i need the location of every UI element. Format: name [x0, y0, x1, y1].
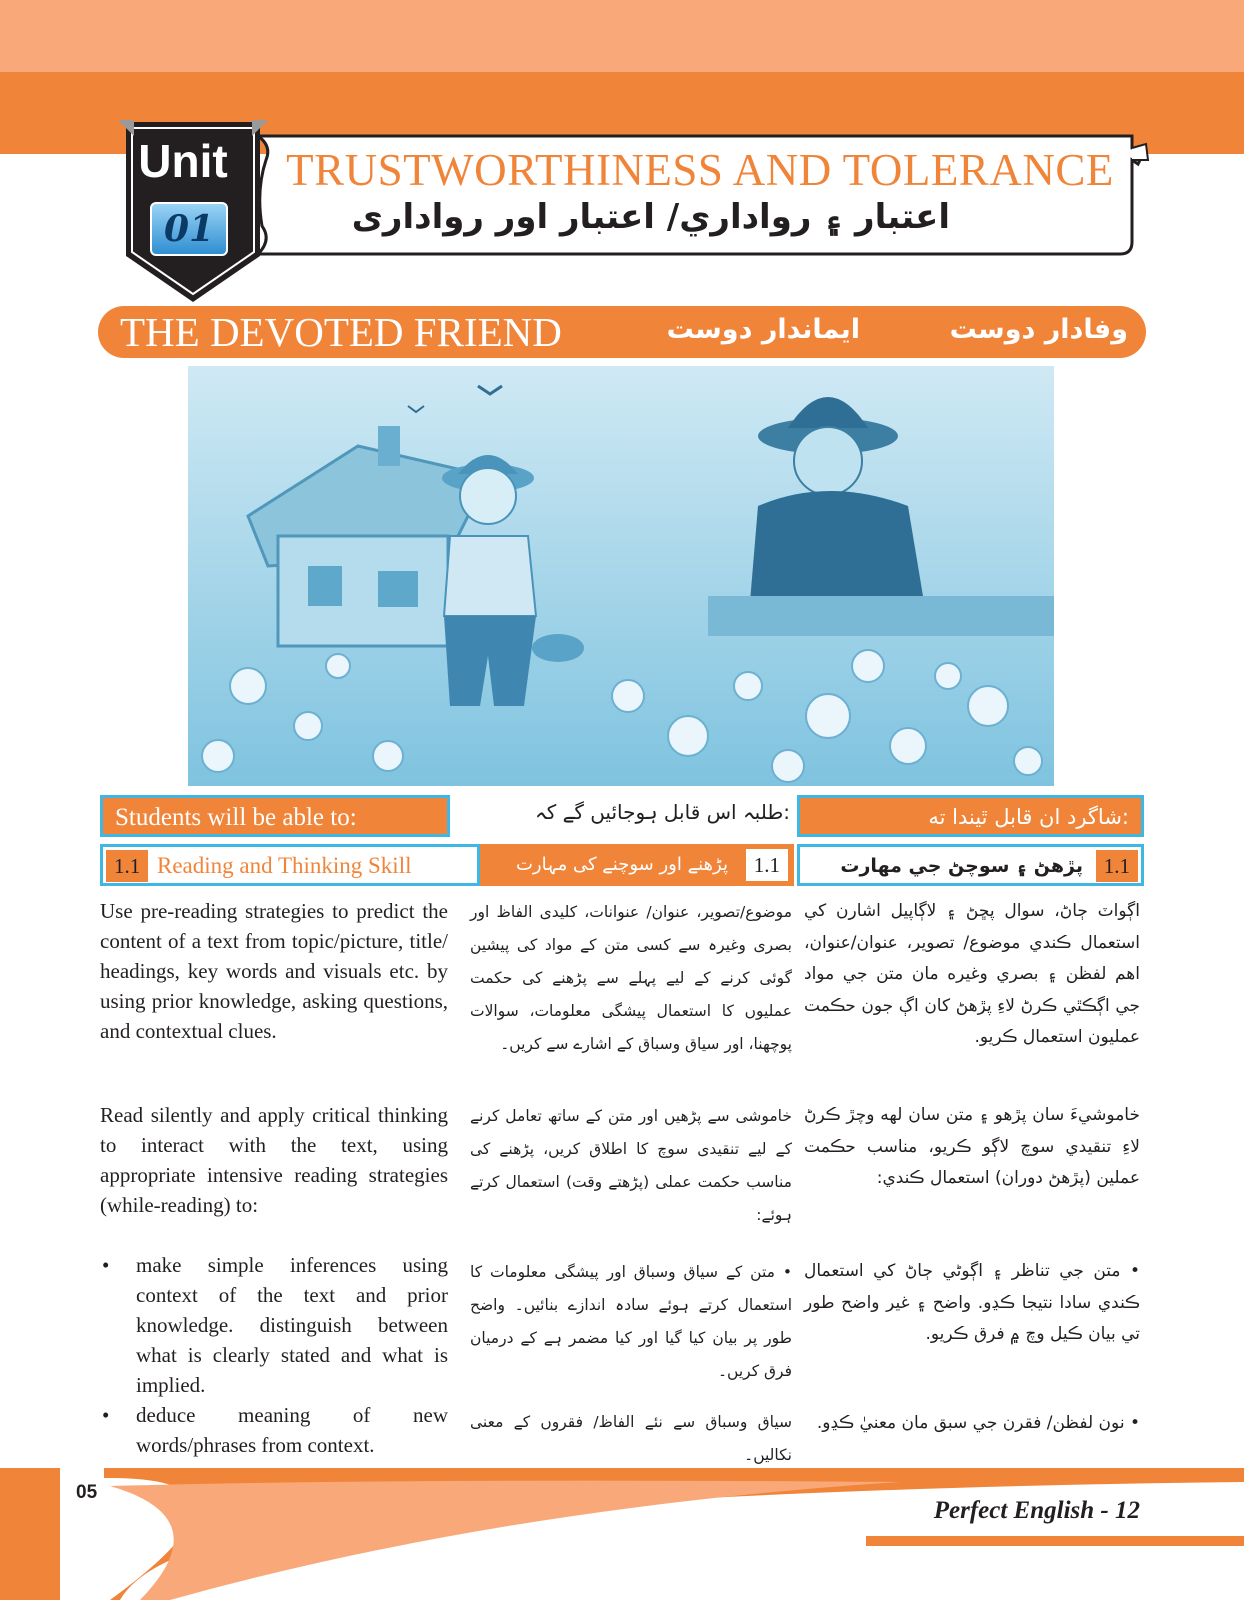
unit-number: 01 — [150, 202, 228, 256]
objectives-header-urdu: طلبہ اس قابل ہوجائیں گے کہ: — [535, 800, 790, 824]
bullet-text: make simple inferences using context of the text and prior knowledge. distinguish between what is clearly stated and what is implied. — [136, 1253, 448, 1397]
skill-heading-urdu — [480, 844, 794, 886]
bullet-dot: • — [102, 1403, 110, 1427]
book-title: Perfect English - 12 — [933, 1497, 1140, 1524]
lesson-title-sindhi: وفادار دوست — [949, 314, 1128, 345]
boy-and-farmer-illustration — [188, 366, 1054, 786]
objectives-header-english — [100, 795, 450, 837]
skill-number: 1.1 — [1096, 850, 1138, 882]
objective-text: Read silently and apply critical thinking to interact with the text, using appropriate intensive reading strategies (while-reading) to: — [100, 1103, 448, 1217]
bullet-text: deduce meaning of new words/phrases from context. — [136, 1403, 448, 1457]
objective-english-pre-reading — [100, 896, 448, 1046]
objectives-header-english-text: Students will be able to: — [115, 804, 357, 831]
objective-sindhi-bullet: • نون لفظن/ فقرن جي سبق مان معنيٰ ڪڍو. — [816, 1413, 1140, 1433]
objective-text: Use pre-reading strategies to predict the content of a text from topic/picture, title/ headings, key words and visuals etc. by using prior knowledge, asking questions, and contextual clues. — [100, 899, 448, 1043]
objectives-header-sindhi-text: شاگرد ان قابل ٿيندا ته: — [928, 805, 1129, 829]
unit-title-english: TRUSTWORTHINESS AND TOLERANCE — [286, 145, 1114, 195]
objective-english-while-reading — [100, 1100, 448, 1220]
skill-label-sindhi: پڙهڻ ۽ سوچڻ جي مهارت — [840, 855, 1083, 877]
unit-title-urdu-sindhi: اعتبار ۽ رواداري/ اعتبار اور رواداری — [351, 197, 950, 237]
page-number: 05 — [76, 1482, 98, 1503]
footer-decoration — [0, 1468, 1244, 1600]
unit-label: Unit — [138, 135, 228, 187]
skill-heading-english — [100, 844, 480, 886]
skill-number: 1.1 — [746, 849, 788, 881]
lesson-title-english: THE DEVOTED FRIEND — [120, 309, 562, 355]
bullet-dot: • — [102, 1253, 110, 1277]
skill-label-english: Reading and Thinking Skill — [157, 853, 412, 878]
objective-urdu-while-reading: خاموشی سے پڑھیں اور متن کے ساتھ تعامل کرنے کے لیے تنقیدی سوچ کا اطلاق کریں، پڑھنے کی مناسب حکمت عملی (پڑھتے وقت) استعمال کرتے ہوئے: — [470, 1107, 792, 1224]
lesson-title-urdu: ایماندار دوست — [666, 314, 860, 345]
header-band-light — [0, 0, 1244, 72]
skill-number: 1.1 — [106, 850, 148, 882]
objective-sindhi-bullet: • متن جي تناظر ۽ اڳوڻي ڄاڻ کي استعمال ڪندي سادا نتيجا ڪڍو. واضح ۽ غير واضح طور تي بيان ڪيل وچ ۾ فرق ڪريو. — [804, 1261, 1140, 1344]
skill-label-urdu: پڑھنے اور سوچنے کی مہارت — [515, 854, 728, 875]
objective-urdu-pre-reading: موضوع/تصویر، عنوان/ عنوانات، کلیدی الفاظ اور بصری وغیرہ سے کسی متن کے مواد کی پیشین گوئی کرنے کے لیے پہلے سے پڑھنے کی حکمت عملیوں کا استعمال پیشگی معلومات، سوالات پوچھنا، اور سیاق وسباق کے اشارے سے کریں۔ — [470, 903, 792, 1053]
skill-heading-sindhi — [797, 844, 1144, 886]
objective-sindhi-pre-reading: اڳواٽ ڄاڻ، سوال پڇڻ ۽ لاڳاپيل اشارن کي استعمال ڪندي موضوع/ تصوير، عنوان/عنوان، اهم لفظن ۽ بصري وغيره مان متن جي مواد جي اڳڪٿي ڪرڻ لاءِ پڙهڻ کان اڳ جون حڪمت عمليون استعمال ڪريو. — [804, 901, 1140, 1047]
objective-urdu-bullet: سیاق وسباق سے نئے الفاظ/ فقروں کے معنی نکالیں۔ — [470, 1413, 792, 1464]
objective-urdu-bullet: • متن کے سیاق وسباق اور پیشگی معلومات کا استعمال کرتے ہوئے سادہ اندازے بنائیں۔ واضح طور پر بیان کیا گیا اور کیا مضمر ہے کے درمیان فرق کریں۔ — [470, 1263, 792, 1380]
objective-sindhi-while-reading: خاموشيءَ سان پڙهو ۽ متن سان لهه وچڙ ڪرڻ لاءِ تنقيدي سوچ لاڳو ڪريو، مناسب حڪمت عملين (پڙهڻ دوران) استعمال ڪندي: — [804, 1105, 1140, 1188]
objectives-header-sindhi — [797, 795, 1144, 837]
